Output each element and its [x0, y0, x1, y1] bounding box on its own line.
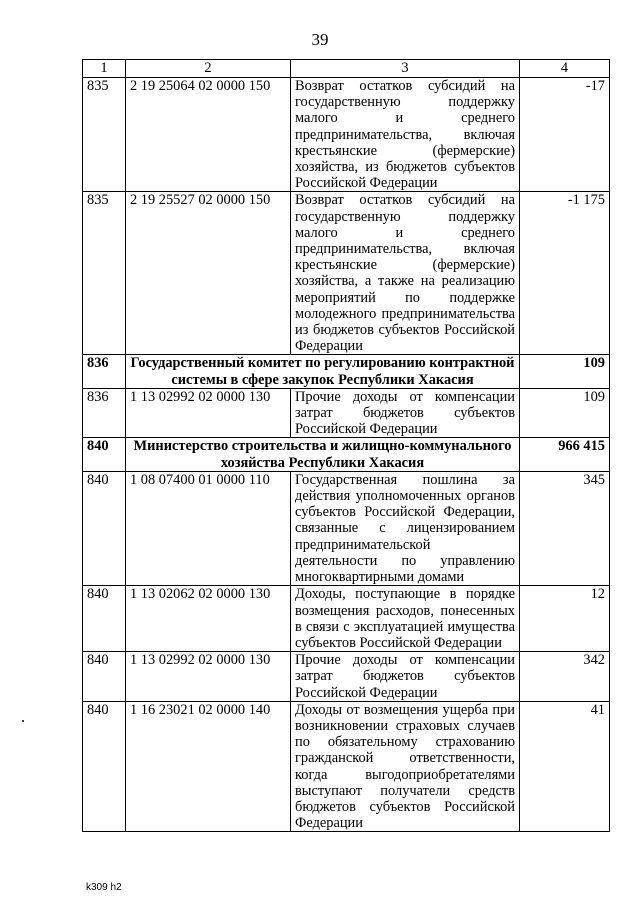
- budget-code-cell: 1 16 23021 02 0000 140: [126, 701, 291, 832]
- column-header: 3: [291, 60, 520, 78]
- description-cell: Доходы от возмещения ущерба при возникновении страховых случаев по обязательному страхованию гражданской ответственности, когда выгодоприобретателями выступают получатели средств бюджетов субъектов Российской Федерации: [291, 701, 520, 832]
- amount-cell: 342: [520, 652, 610, 702]
- table-row: [83, 586, 610, 652]
- column-header: 1: [83, 60, 126, 78]
- admin-code-cell: 836: [83, 388, 126, 438]
- budget-code-cell: 1 13 02992 02 0000 130: [126, 388, 291, 438]
- amount-cell: 109: [520, 388, 610, 438]
- table-row: [83, 701, 610, 832]
- admin-code-cell: 840: [83, 652, 126, 702]
- table-row: [83, 192, 610, 355]
- description-cell: Возврат остатков субсидий на государственную поддержку малого и среднего предпринимательства, включая крестьянские (фермерские) хозяйства, а также на реализацию мероприятий по поддержке молодежного предпринимательства из бюджетов субъектов Российской Федерации: [291, 192, 520, 355]
- admin-code-cell: 840: [83, 586, 126, 652]
- column-header: 4: [520, 60, 610, 78]
- description-cell: Доходы, поступающие в порядке возмещения расходов, понесенных в связи с эксплуатацией имущества субъектов Российской Федерации: [291, 586, 520, 652]
- budget-code-cell: 1 13 02062 02 0000 130: [126, 586, 291, 652]
- page-number: 39: [311, 30, 329, 49]
- table-row: [83, 652, 610, 702]
- description-cell: Прочие доходы от компенсации затрат бюджетов субъектов Российской Федерации: [291, 652, 520, 702]
- table-row-organization: [83, 355, 610, 388]
- amount-cell: 41: [520, 701, 610, 832]
- scan-speck: [22, 720, 24, 722]
- admin-code-cell: 836: [83, 355, 126, 388]
- admin-code-cell: 840: [83, 701, 126, 832]
- description-cell: Прочие доходы от компенсации затрат бюджетов субъектов Российской Федерации: [291, 388, 520, 438]
- admin-code-cell: 835: [83, 78, 126, 192]
- budget-code-cell: 2 19 25064 02 0000 150: [126, 78, 291, 192]
- description-cell: Государственная пошлина за действия уполномоченных органов субъектов Российской Федерации, связанные с лицензированием предпринимательской деятельности по управлению многоквартирными домами: [291, 471, 520, 585]
- column-header: 2: [126, 60, 291, 78]
- budget-code-cell: 1 08 07400 01 0000 110: [126, 471, 291, 585]
- amount-cell: 109: [520, 355, 610, 388]
- amount-cell: 12: [520, 586, 610, 652]
- amount-cell: 345: [520, 471, 610, 585]
- admin-code-cell: 840: [83, 471, 126, 585]
- admin-code-cell: 835: [83, 192, 126, 355]
- table-row: [83, 471, 610, 585]
- table-header-row: [83, 60, 610, 78]
- table-row: [83, 388, 610, 438]
- amount-cell: 966 415: [520, 438, 610, 471]
- amount-cell: -1 175: [520, 192, 610, 355]
- description-cell: Возврат остатков субсидий на государственную поддержку малого и среднего предпринимательства, включая крестьянские (фермерские) хозяйства, из бюджетов субъектов Российской Федерации: [291, 78, 520, 192]
- table-body: [83, 78, 610, 832]
- amount-cell: -17: [520, 78, 610, 192]
- admin-code-cell: 840: [83, 438, 126, 471]
- budget-code-cell: 2 19 25527 02 0000 150: [126, 192, 291, 355]
- budget-code-cell: 1 13 02992 02 0000 130: [126, 652, 291, 702]
- footer-code: k309 h2: [86, 882, 122, 893]
- revenue-table: [82, 59, 610, 832]
- organization-name-cell: Государственный комитет по регулированию контрактной системы в сфере закупок Республики Хакасия: [126, 355, 520, 388]
- table-row-organization: [83, 438, 610, 471]
- table-row: [83, 78, 610, 192]
- organization-name-cell: Министерство строительства и жилищно-коммунального хозяйства Республики Хакасия: [126, 438, 520, 471]
